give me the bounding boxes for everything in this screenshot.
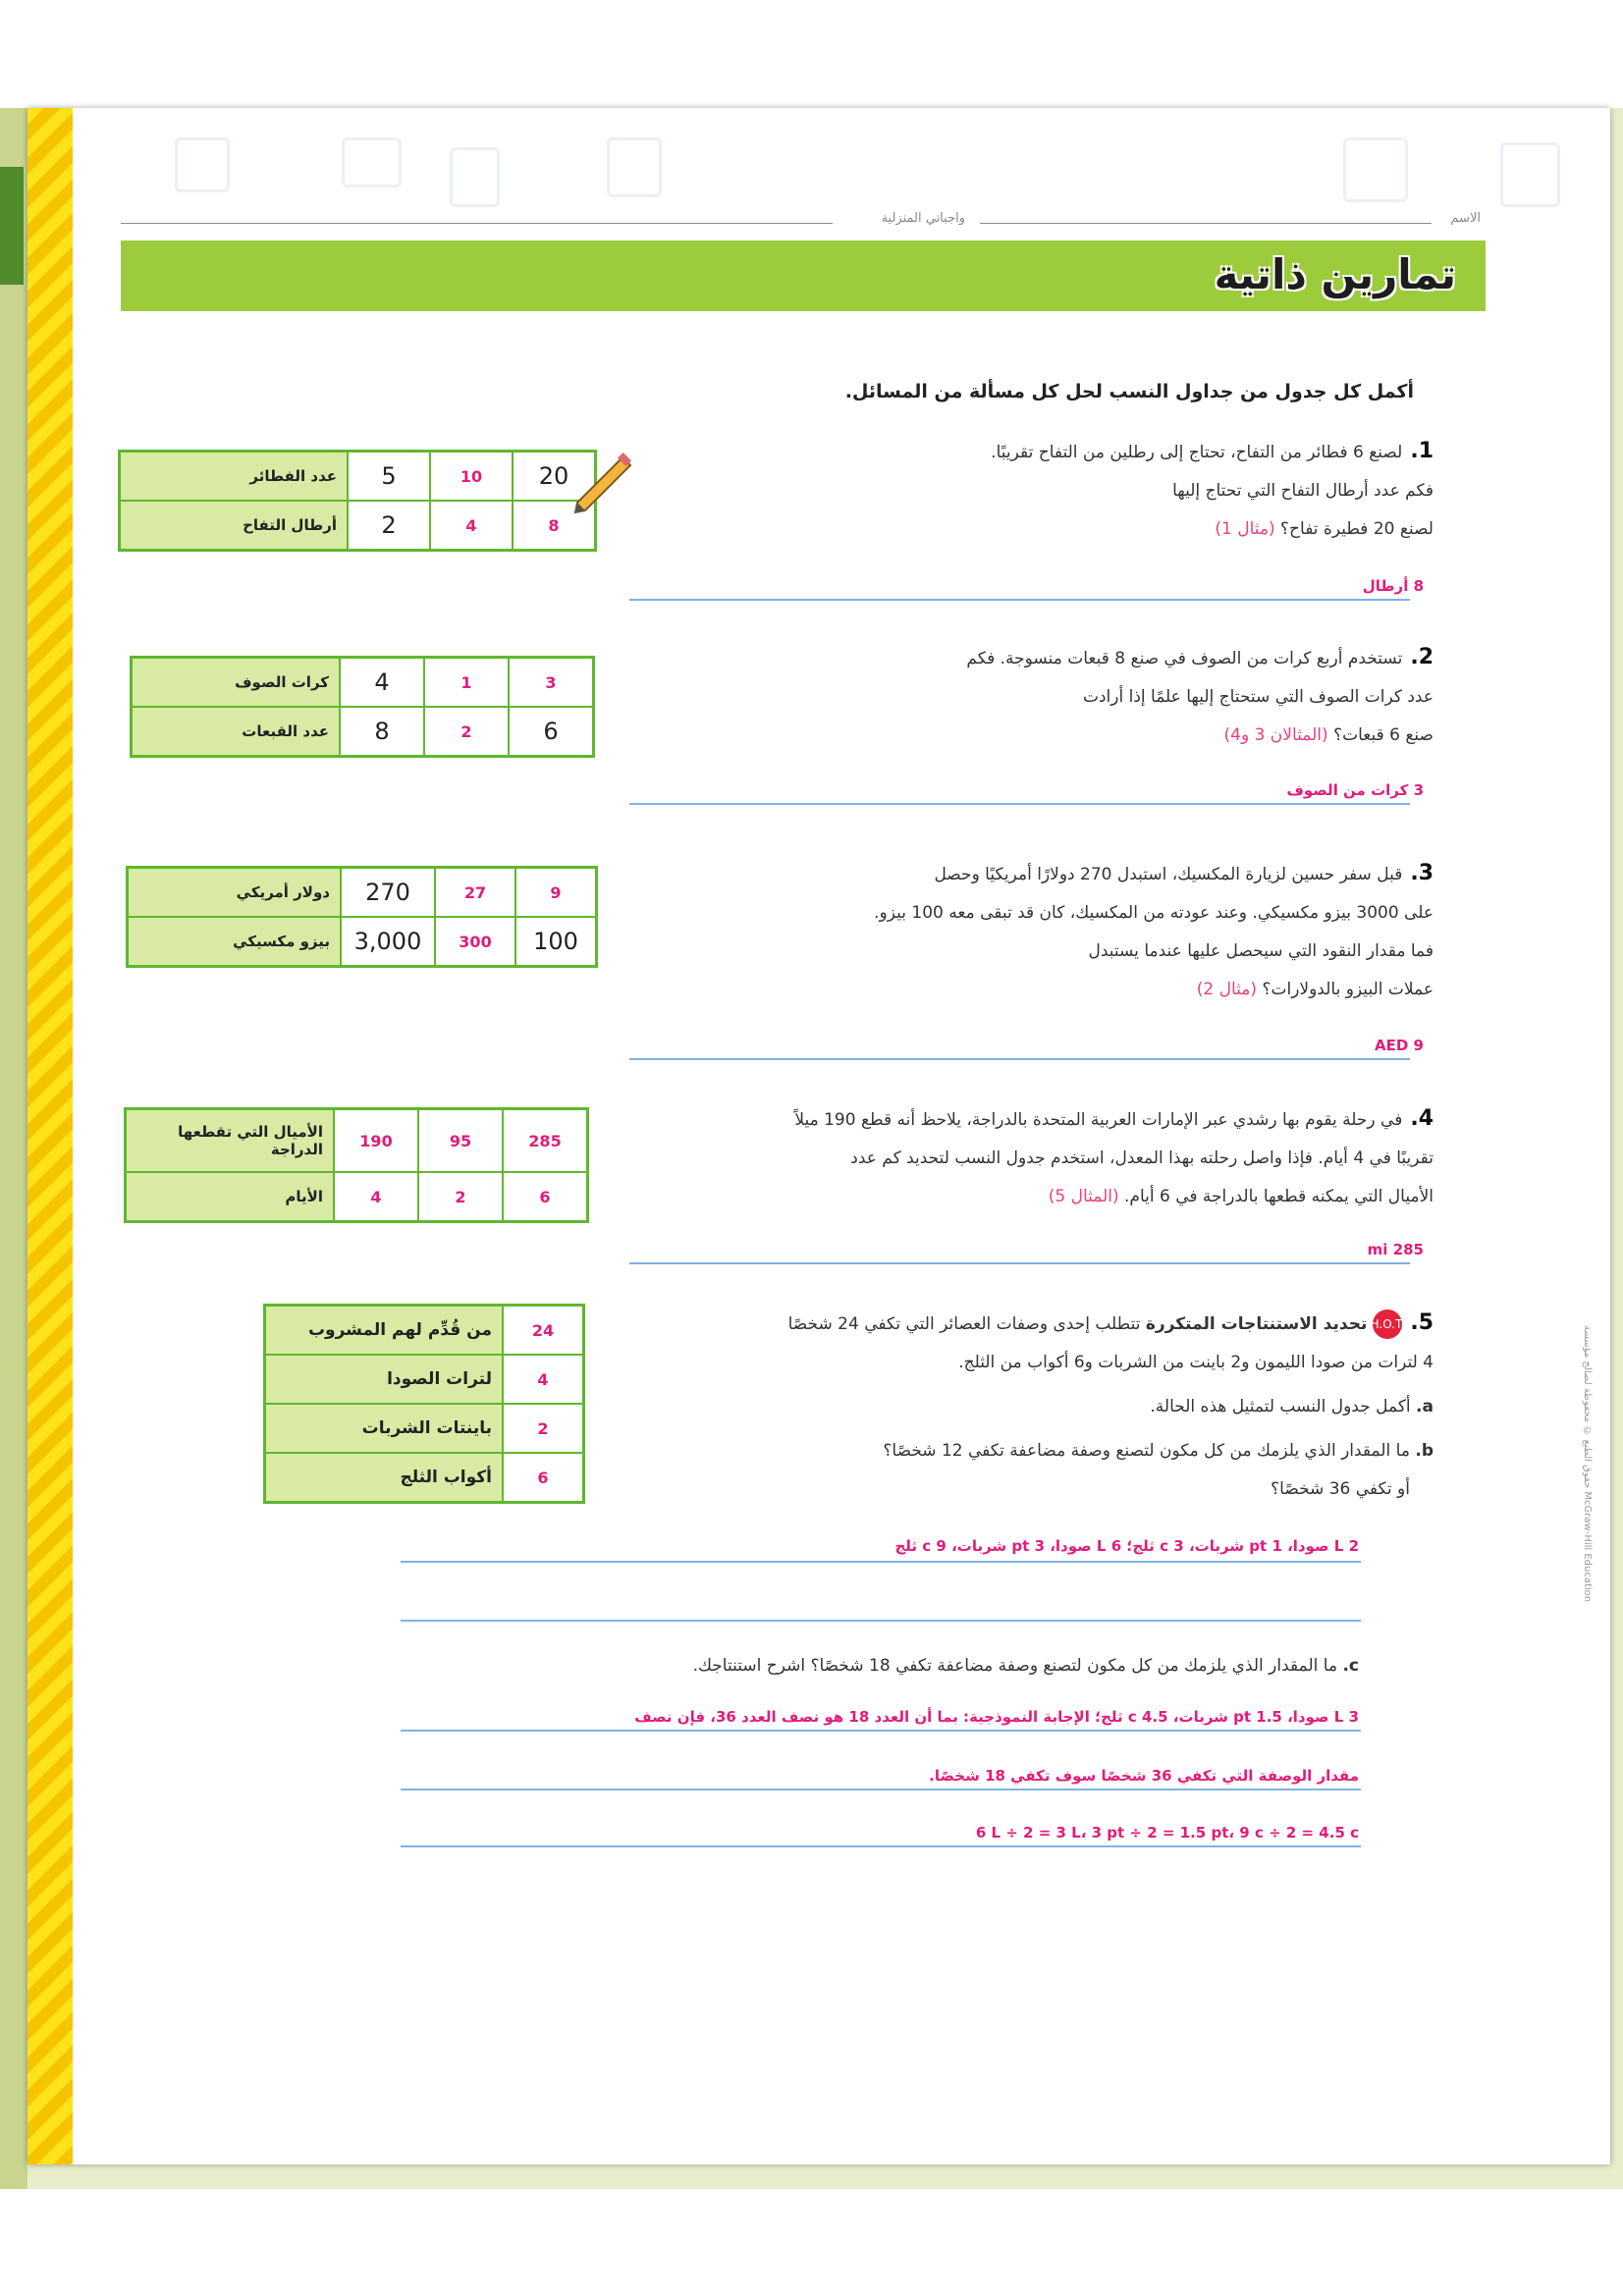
table-cell: 9	[515, 868, 597, 918]
instructions: أكمل كل جدول من جداول النسب لحل كل مسألة من المسائل.	[844, 381, 1414, 402]
name-bar	[121, 211, 1481, 231]
problem-line: عدد كرات الصوف التي ستحتاج إليها علمًا إذا أرادت	[1082, 687, 1434, 707]
answer-line	[629, 1058, 1410, 1060]
table-cell: 27	[435, 868, 515, 918]
table-cell: 4	[334, 1172, 418, 1222]
answer-1: 8 أرطال	[1362, 577, 1424, 595]
problem-number: 1.	[1410, 439, 1434, 463]
row-label: لترات الصودا	[265, 1355, 504, 1404]
answer-5c-line1: 3 L صودا، 1.5 pt شربات، 4.5 c ثلج؛ الإجابة النموذجية: بما أن العدد 18 هو نصف العدد 36، فإن نصف	[634, 1708, 1359, 1726]
answer-line	[629, 599, 1410, 601]
problem-line: عملات البيزو بالدولارات؟	[1262, 980, 1434, 999]
table-cell: 6	[509, 707, 594, 757]
name-label: الاسم	[1450, 211, 1481, 226]
table-cell: 5	[348, 452, 430, 502]
viewer-side-tab[interactable]	[0, 167, 24, 285]
answer-line	[401, 1561, 1361, 1563]
title-banner	[121, 240, 1486, 311]
problem-3	[628, 854, 1434, 1009]
problem-line: صنع 6 قبعات؟	[1333, 725, 1434, 745]
ratio-table-3	[126, 866, 598, 968]
table-cell: 4	[340, 658, 424, 708]
answer-5c-line3: 6 L ÷ 2 = 3 L، 3 pt ÷ 2 = 1.5 pt، 9 c ÷ 2 = 4.5 c	[975, 1824, 1359, 1842]
worksheet-page	[27, 108, 1610, 2164]
table-cell: 270	[341, 868, 435, 918]
answer-line	[401, 1730, 1361, 1732]
part-c	[397, 1647, 1359, 1685]
ghost-copy-icon	[607, 137, 662, 197]
row-label: عدد الفطائر	[120, 452, 349, 502]
answer-5c-line2: مقدار الوصفة التي تكفي 36 شخصًا سوف تكفي 18 شخصًا.	[929, 1767, 1359, 1785]
example-ref: (المثال 5)	[1048, 1187, 1119, 1206]
table-cell: 1	[424, 658, 509, 708]
table-row	[265, 1453, 584, 1503]
answer-line	[629, 803, 1410, 805]
problem-line: في رحلة يقوم بها رشدي عبر الإمارات العربية المتحدة بالدراجة، يلاحظ أنه قطع 190 ميلاً	[794, 1110, 1403, 1130]
problem-line: الأميال التي يمكنه قطعها بالدراجة في 6 أيام.	[1124, 1187, 1434, 1206]
part-c-text: ما المقدار الذي يلزمك من كل مكون لتصنع وصفة مضاعفة تكفي 18 شخصًا؟ اشرح استنتاجك.	[692, 1656, 1338, 1676]
problem-line: فكم عدد أرطال التفاح التي تحتاج إليها	[1172, 481, 1434, 501]
problem-line: على 3000 بيزو مكسيكي. وعند عودته من المكسيك، كان قد تبقى معه 100 بيزو.	[874, 903, 1434, 923]
problem-number: 2.	[1410, 645, 1434, 669]
part-a: أكمل جدول النسب لتمثيل هذه الحالة.	[1150, 1397, 1411, 1416]
ratio-table-5	[263, 1304, 585, 1504]
problem-line: لصنع 6 فطائر من التفاح، تحتاج إلى رطلين من التفاح تقريبًا.	[991, 443, 1403, 462]
part-b: ما المقدار الذي يلزمك من كل مكون لتصنع وصفة مضاعفة تكفي 12 شخصًا؟	[883, 1441, 1410, 1461]
part-label: c.	[1342, 1656, 1359, 1676]
table-cell: 190	[334, 1109, 418, 1173]
table-cell: 4	[503, 1355, 584, 1404]
viewer-left-rail	[0, 108, 27, 2189]
table-row	[265, 1404, 584, 1453]
row-label: بيزو مكسيكي	[128, 917, 342, 967]
example-ref: (مثال 1)	[1215, 519, 1275, 539]
answer-4: 285 mi	[1367, 1241, 1424, 1258]
row-label: عدد القبعات	[132, 707, 341, 757]
answer-3: AED 9	[1375, 1037, 1424, 1054]
example-ref: (المثالان 3 و4)	[1223, 725, 1328, 745]
answer-5b: 2 L صودا، 1 pt شربات، 3 c ثلج؛ 6 L صودا، 3 pt شربات، 9 c ثلج	[894, 1537, 1359, 1555]
table-cell: 3,000	[341, 917, 435, 967]
problem-1	[727, 432, 1434, 549]
problem-5	[569, 1304, 1434, 1509]
ratio-table-2	[130, 656, 595, 758]
row-label: دولار أمريكي	[128, 868, 342, 918]
table-row	[120, 452, 596, 502]
problem-line: تقريبًا في 4 أيام. فإذا واصل رحلته بهذا المعدل، استخدم جدول النسب لتحديد كم عدد	[850, 1148, 1434, 1168]
table-row	[126, 1109, 588, 1173]
table-cell: 300	[435, 917, 515, 967]
row-label: باينتات الشربات	[265, 1404, 504, 1453]
table-cell: 95	[418, 1109, 503, 1173]
homework-label: واجباتي المنزلية	[881, 211, 965, 226]
table-row	[265, 1355, 584, 1404]
ghost-image-icon	[342, 137, 402, 187]
table-row	[128, 868, 597, 918]
table-cell: 2	[348, 501, 430, 551]
problem-line: تتطلب إحدى وصفات العصائر التي تكفي 24 شخصًا	[787, 1314, 1141, 1334]
row-label: الأيام	[126, 1172, 335, 1222]
ratio-table-1	[118, 450, 597, 552]
part-label: a.	[1416, 1397, 1434, 1416]
answer-line	[401, 1620, 1361, 1622]
problem-5-title: تحديد الاستنتاجات المتكررة	[1145, 1314, 1368, 1334]
table-cell: 285	[503, 1109, 588, 1173]
pencil-icon	[566, 452, 634, 520]
table-cell: 24	[503, 1306, 584, 1356]
table-row	[128, 917, 597, 967]
table-cell: 2	[503, 1404, 584, 1453]
row-label: كرات الصوف	[132, 658, 341, 708]
problem-number: 3.	[1410, 861, 1434, 885]
answer-line	[401, 1845, 1361, 1847]
table-cell: 8	[513, 501, 596, 551]
problem-line: فما مقدار النقود التي سيحصل عليها عندما يستبدل	[1088, 941, 1434, 961]
problem-2	[727, 638, 1434, 755]
table-cell: 6	[503, 1453, 584, 1503]
name-line	[980, 223, 1432, 224]
problem-line: لصنع 20 فطيرة تفاح؟	[1280, 519, 1434, 539]
table-cell: 4	[430, 501, 513, 551]
table-cell: 20	[513, 452, 596, 502]
problem-line: 4 لترات من صودا الليمون و2 باينت من الشربات و6 أكواب من الثلج.	[958, 1353, 1434, 1372]
yellow-stripe	[27, 108, 73, 2164]
table-cell: 8	[340, 707, 424, 757]
problem-line: تستخدم أربع كرات من الصوف في صنع 8 قبعات منسوجة. فكم	[966, 649, 1403, 668]
problem-number: 5.	[1410, 1310, 1434, 1335]
row-label: من قُدِّم لهم المشروب	[265, 1306, 504, 1356]
answer-2: 3 كرات من الصوف	[1286, 781, 1424, 799]
table-row	[132, 658, 594, 708]
row-label: الأميال التي تقطعها الدراجة	[126, 1109, 335, 1173]
part-label: b.	[1415, 1441, 1434, 1461]
row-label: أكواب الثلج	[265, 1453, 504, 1503]
ghost-check-icon	[450, 147, 500, 207]
answer-line	[401, 1789, 1361, 1790]
table-row	[120, 501, 596, 551]
part-b-line2: أو تكفي 36 شخصًا؟	[1271, 1479, 1410, 1499]
problem-line: قبل سفر حسين لزيارة المكسيك، استبدل 270 دولارًا أمريكيًا وحصل	[934, 865, 1403, 884]
ghost-document-icon	[1343, 137, 1408, 202]
problem-4	[569, 1099, 1434, 1216]
table-row	[126, 1172, 588, 1222]
table-cell: 6	[503, 1172, 588, 1222]
row-label: أرطال التفاح	[120, 501, 349, 551]
table-cell: 10	[430, 452, 513, 502]
answer-line	[629, 1262, 1410, 1264]
table-cell: 2	[418, 1172, 503, 1222]
table-cell: 2	[424, 707, 509, 757]
problem-number: 4.	[1410, 1106, 1434, 1131]
hot-badge-icon: H.O.T.	[1373, 1309, 1402, 1339]
table-row	[132, 707, 594, 757]
table-cell: 100	[515, 917, 597, 967]
class-line	[121, 223, 833, 224]
page-title: تمارين ذاتية	[1214, 250, 1456, 298]
ghost-grid-icon	[175, 137, 230, 192]
table-cell: 3	[509, 658, 594, 708]
ratio-table-4	[124, 1107, 589, 1223]
example-ref: (مثال 2)	[1196, 980, 1258, 999]
copyright-note: حقوق الطبع © محفوظة لصالح مؤسسة McGraw-Hill Education	[1582, 1325, 1593, 1603]
ghost-page-icon	[1500, 142, 1560, 207]
table-row	[265, 1306, 584, 1356]
